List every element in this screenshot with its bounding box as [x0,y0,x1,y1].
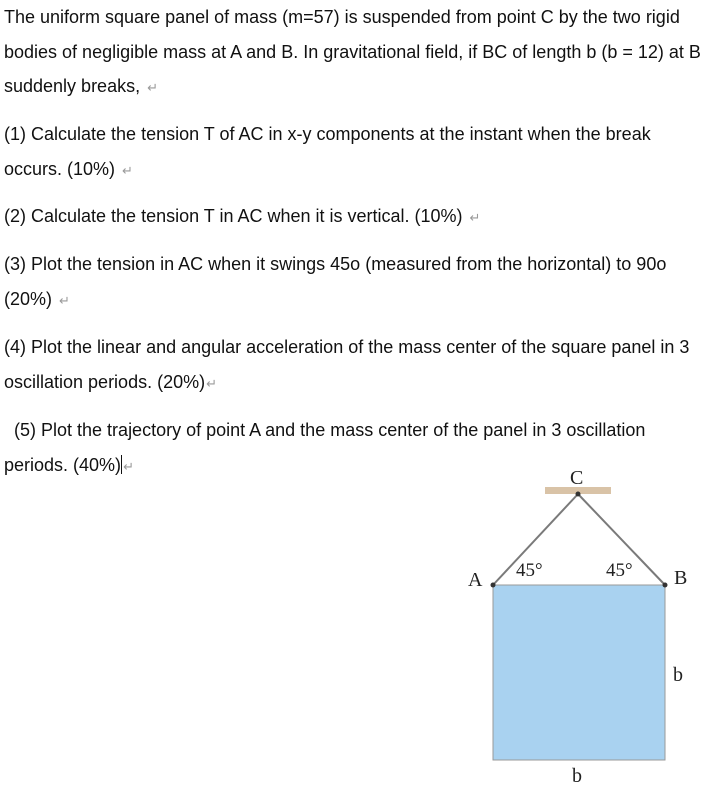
pin-A [491,583,496,588]
angle-label-right: 45° [606,560,633,581]
question-3-text: (3) Plot the tension in AC when it swings 45o (measured from the horizontal) to 90o (20%) [4,254,667,309]
angle-label-left: 45° [516,560,543,581]
label-A: A [468,569,483,591]
question-4 [4,330,704,402]
problem-intro [4,0,704,107]
question-5-text: (5) Plot the trajectory of point A and the mass center of the panel in 3 oscillation periods. (40%) [4,420,646,475]
pin-B [663,583,668,588]
pin-C [576,492,581,497]
question-2-text: (2) Calculate the tension T in AC when it is vertical. (10%) [4,206,463,226]
paragraph-mark-icon: ↵ [206,376,217,392]
intro-text: The uniform square panel of mass (m=57) is suspended from point C by the two rigid bodies of negligible mass at A and B. In gravitational field, if BC of length b (b = 12) at B suddenly breaks, [4,7,701,96]
paragraph-mark-icon: ↵ [147,81,158,96]
paragraph-mark-icon: ↵ [122,163,133,179]
text-cursor [121,455,122,474]
side-label-bottom: b [572,765,582,787]
question-3 [4,247,704,319]
paragraph-mark-icon: ↵ [123,459,134,475]
paragraph-mark-icon: ↵ [59,293,70,309]
question-1 [4,117,704,189]
square-panel [493,585,665,760]
paragraph-mark-icon: ↵ [469,211,481,226]
pendulum-panel-figure [452,460,702,790]
question-2 [4,199,704,237]
side-label-right: b [673,664,683,686]
question-1-text: (1) Calculate the tension T of AC in x-y components at the instant when the break occurs. (10%) [4,124,651,179]
label-C: C [570,467,584,489]
label-B: B [674,567,688,589]
question-4-text: (4) Plot the linear and angular acceleration of the mass center of the square panel in 3 oscillation periods. (20%) [4,337,690,392]
